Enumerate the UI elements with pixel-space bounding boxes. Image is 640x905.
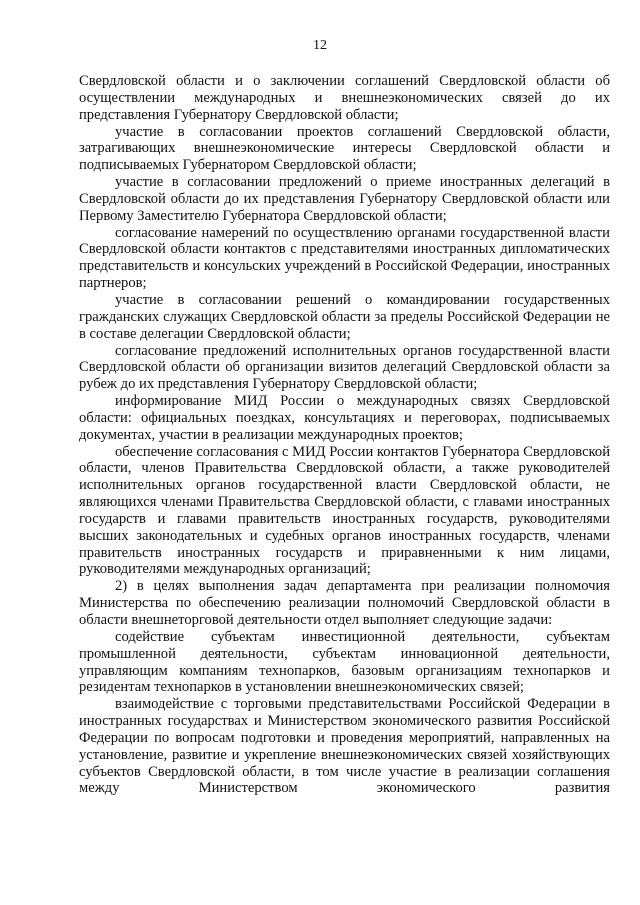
paragraph: согласование предложений исполнительных органов государственной власти Свердловской области об организации визитов делегаций Свердловской области за рубеж до их представления Губернатору Свердловской области; (79, 342, 610, 393)
paragraph-continues-next-page: взаимодействие с торговыми представительствами Российской Федерации в иностранных государствах и Министерством экономического развития Российской Федерации по вопросам подготовки и проведения мероприятий, направленных на установление, развитие и укрепление внешнеэкономических связей хозяйствующих субъектов Свердловской области, в том числе участие в реализации соглашения между Министерством экономического развития (79, 696, 610, 797)
paragraph: информирование МИД России о международных связях Свердловской области: официальных поездках, консультациях и переговорах, подписываемых документах, участии в реализации международных проектов; (79, 393, 610, 443)
page-number: 12 (313, 38, 327, 53)
paragraph: содействие субъектам инвестиционной деятельности, субъектам промышленной деятельности, субъектам инновационной деятельности, управляющим компаниям технопарков, базовым организациям технопарков и резидентам технопарков в установлении внешнеэкономических связей; (79, 628, 610, 696)
paragraph: участие в согласовании проектов соглашений Свердловской области, затрагивающих внешнеэкономические интересы Свердловской области и подписываемых Губернатором Свердловской области; (79, 123, 610, 174)
paragraph-continuation: Свердловской области и о заключении соглашений Свердловской области об осуществлении международных и внешнеэкономических связей до их представления Губернатору Свердловской области; (79, 73, 610, 123)
paragraph: согласование намерений по осуществлению органами государственной власти Свердловской области контактов с представителями иностранных дипломатических представительств и консульских учреждений в Российской Федерации, иностранных партнеров; (79, 224, 610, 292)
paragraph: участие в согласовании решений о командировании государственных гражданских служащих Свердловской области за пределы Российской Федерации не в составе делегации Свердловской области; (79, 291, 610, 342)
document-body (79, 73, 610, 797)
paragraph: обеспечение согласования с МИД России контактов Губернатора Свердловской области, членов Правительства Свердловской области, а также руководителей исполнительных органов государственной власти Свердловской области, не являющихся членами Правительства Свердловской области, с главами иностранных государств и главами правительств иностранных государств, руководителями высших законодательных и судебных органов иностранных государств, членами правительств иностранных государств и приравненными к ним лицами, руководителями международных организаций; (79, 443, 611, 578)
paragraph-numbered-item: 2) в целях выполнения задач департамента при реализации полномочия Министерства по обеспечению реализации полномочий Свердловской области в области внешнеторговой деятельности отдел выполняет следующие задачи: (79, 578, 610, 628)
paragraph: участие в согласовании предложений о приеме иностранных делегаций в Свердловской области до их представления Губернатору Свердловской области или Первому Заместителю Губернатора Свердловской области; (79, 174, 610, 224)
